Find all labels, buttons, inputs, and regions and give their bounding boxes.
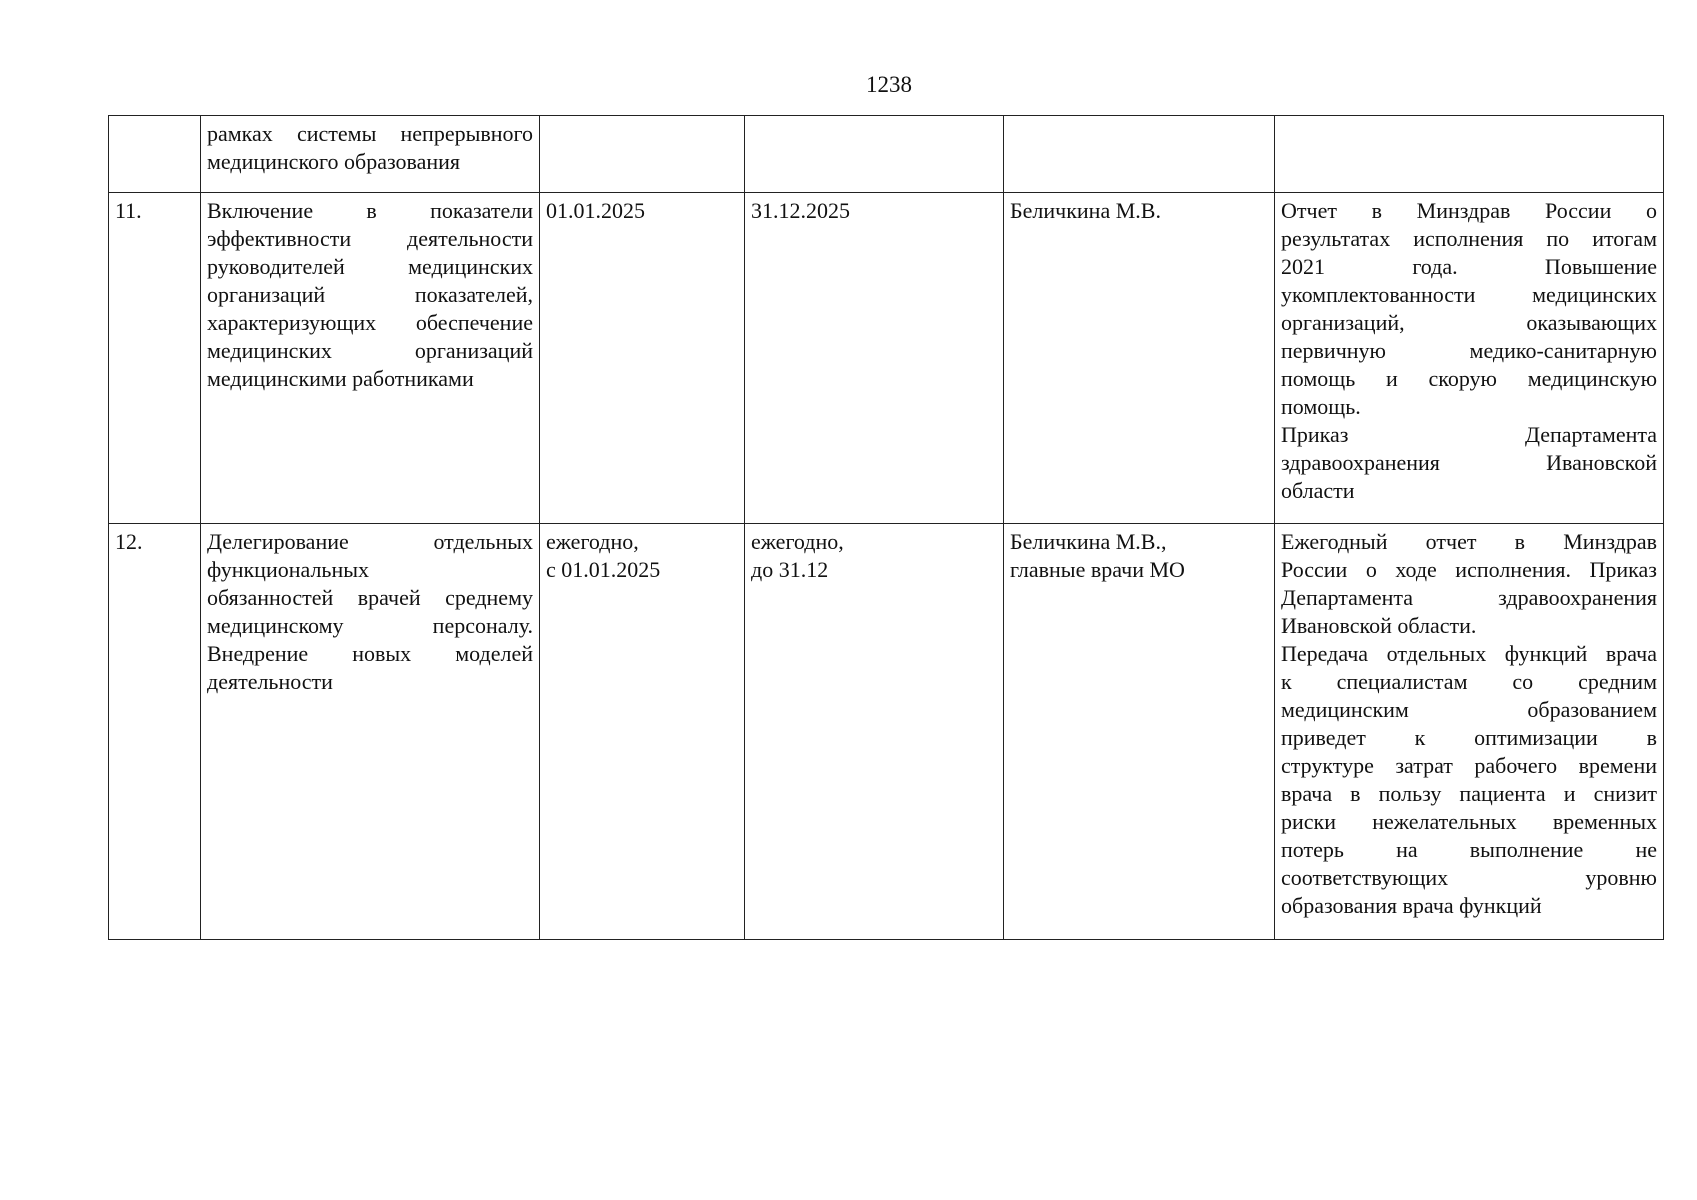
- text-line: структуре затрат рабочего времени: [1281, 753, 1657, 778]
- text-line: Делегирование отдельных: [207, 529, 533, 554]
- end-date-cell: [745, 193, 1004, 524]
- text-line: укомплектованности медицинских: [1281, 282, 1657, 307]
- end-date-cell: [745, 524, 1004, 940]
- text-line: Приказ Департамента: [1281, 422, 1657, 447]
- text-line: Включение в показатели: [207, 198, 533, 223]
- text-line: ежегодно,: [546, 529, 639, 554]
- text-line: Ивановской области.: [1281, 613, 1477, 638]
- text-line: врача в пользу пациента и снизит: [1281, 781, 1657, 806]
- text-line: результатах исполнения по итогам: [1281, 226, 1657, 251]
- text-line: области: [1281, 478, 1355, 503]
- text-line: обязанностей врачей среднему: [207, 585, 533, 610]
- text-line: 2021 года. Повышение: [1281, 254, 1657, 279]
- table-row: [109, 116, 1664, 193]
- text-line: медицинским образованием: [1281, 697, 1657, 722]
- text-line: Внедрение новых моделей: [207, 641, 533, 666]
- text-line: здравоохранения Ивановской: [1281, 450, 1657, 475]
- text-line: Департамента здравоохранения: [1281, 585, 1657, 610]
- responsible-cell: [1004, 524, 1275, 940]
- row-number-cell: [109, 116, 201, 193]
- measure-cell: [201, 524, 540, 940]
- text-line: организаций показателей,: [207, 282, 533, 307]
- text-line: главные врачи МО: [1010, 557, 1185, 582]
- table-row: [109, 193, 1664, 524]
- text-line: Передача отдельных функций врача: [1281, 641, 1657, 666]
- text-line: Беличкина М.В.: [1010, 198, 1161, 223]
- text-line: медицинских организаций: [207, 338, 533, 363]
- page-number: 1238: [866, 72, 912, 97]
- text-line: России о ходе исполнения. Приказ: [1281, 557, 1657, 582]
- result-cell: [1275, 524, 1664, 940]
- text-line: Ежегодный отчет в Минздрав: [1281, 529, 1657, 554]
- start-date-cell: [540, 116, 745, 193]
- text-line: руководителей медицинских: [207, 254, 533, 279]
- measure-cell: [201, 193, 540, 524]
- text-line: рамках системы непрерывного: [207, 121, 533, 146]
- row-number-cell: 11.: [109, 193, 201, 524]
- measures-table: [108, 115, 1664, 940]
- responsible-cell: [1004, 116, 1275, 193]
- text-line: образования врача функций: [1281, 893, 1542, 918]
- text-line: 31.12.2025: [751, 198, 850, 223]
- text-line: ежегодно,: [751, 529, 844, 554]
- text-line: деятельности: [207, 669, 333, 694]
- text-line: медицинскими работниками: [207, 366, 474, 391]
- text-line: медицинского образования: [207, 149, 461, 174]
- text-line: эффективности деятельности: [207, 226, 533, 251]
- text-line: помощь.: [1281, 394, 1361, 419]
- result-cell: [1275, 116, 1664, 193]
- measure-cell: [201, 116, 540, 193]
- text-line: 01.01.2025: [546, 198, 645, 223]
- text-line: помощь и скорую медицинскую: [1281, 366, 1657, 391]
- text-line: первичную медико-санитарную: [1281, 338, 1657, 363]
- table-row: [109, 524, 1664, 940]
- start-date-cell: [540, 524, 745, 940]
- text-line: характеризующих обеспечение: [207, 310, 533, 335]
- text-line: приведет к оптимизации в: [1281, 725, 1657, 750]
- start-date-cell: [540, 193, 745, 524]
- text-line: организаций, оказывающих: [1281, 310, 1657, 335]
- text-line: до 31.12: [751, 557, 829, 582]
- text-line: Беличкина М.В.,: [1010, 529, 1167, 554]
- text-line: медицинскому персоналу.: [207, 613, 533, 638]
- end-date-cell: [745, 116, 1004, 193]
- responsible-cell: [1004, 193, 1275, 524]
- text-line: с 01.01.2025: [546, 557, 661, 582]
- text-line: Отчет в Минздрав России о: [1281, 198, 1657, 223]
- text-line: потерь на выполнение не: [1281, 837, 1657, 862]
- result-cell: [1275, 193, 1664, 524]
- text-line: соответствующих уровню: [1281, 865, 1657, 890]
- text-line: к специалистам со средним: [1281, 669, 1657, 694]
- row-number-cell: 12.: [109, 524, 201, 940]
- text-line: функциональных: [207, 557, 370, 582]
- text-line: риски нежелательных временных: [1281, 809, 1657, 834]
